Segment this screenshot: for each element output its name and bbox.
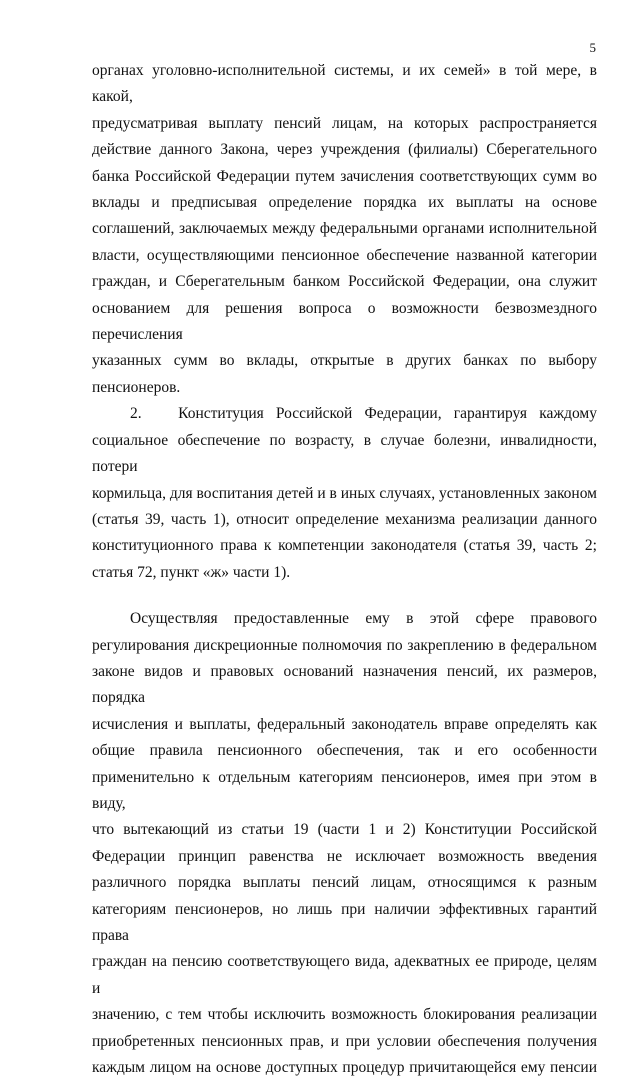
text-line: каждым лицом на основе доступных процедур причитающейся ему пенсии — [92, 1059, 597, 1077]
paragraph-3 — [92, 606, 597, 1081]
text-line: (статья 39, часть 1), относит определение механизма реализации данного — [92, 510, 597, 528]
text-line: органах уголовно-исполнительной системы, и их семей» в той мере, в какой, — [92, 62, 597, 106]
text-line: предусматривая выплату пенсий лицам, на которых распространяется — [92, 114, 597, 132]
text-line: приобретенных пенсионных прав, и при условии обеспечения получения — [92, 1032, 597, 1050]
text-line: действие данного Закона, через учреждения (филиалы) Сберегательного — [92, 141, 597, 159]
text-line: банка Российской Федерации путем зачисления соответствующих сумм во — [92, 167, 597, 185]
paragraph-2 — [92, 401, 597, 586]
text-line: исчисления и выплаты, федеральный законодатель вправе определять как — [92, 715, 597, 733]
text-line: что вытекающий из статьи 19 (части 1 и 2) Конституции Российской — [92, 821, 597, 839]
text-line: граждан, и Сберегательным банком Российской Федерации, она служит — [92, 273, 597, 291]
paragraph-spacer — [92, 586, 597, 606]
paragraph-1 — [92, 58, 597, 401]
text-line: общие правила пенсионного обеспечения, так и его особенности — [92, 742, 597, 760]
text-line: законе видов и правовых оснований назначения пенсий, их размеров, порядка — [92, 662, 597, 707]
text-line: конституционного права к компетенции законодателя (статья 39, часть 2; — [92, 537, 597, 555]
text-line: регулирования дискреционные полномочия по закреплению в федеральном — [92, 636, 597, 654]
text-line: социальное обеспечение по возрасту, в случае болезни, инвалидности, потери — [92, 431, 597, 476]
text-line: различного порядка выплаты пенсий лицам, относящимся к разным — [92, 874, 597, 892]
page-number: 5 — [589, 40, 596, 55]
text-line: значению, с тем чтобы исключить возможность блокирования реализации — [92, 1006, 597, 1024]
text-line: кормильца, для воспитания детей и в иных случаях, установленных законом — [92, 484, 597, 502]
text-line: 2. Конституция Российской Федерации, гарантируя каждому — [130, 405, 597, 423]
text-line: Федерации принцип равенства не исключает возможность введения — [92, 847, 597, 865]
text-line: основанием для решения вопроса о возможности безвозмездного перечисления — [92, 299, 597, 344]
text-line: категориям пенсионеров, но лишь при наличии эффективных гарантий права — [92, 900, 597, 944]
text-line: Осуществляя предоставленные ему в этой сфере правового — [130, 610, 597, 628]
text-line: граждан на пенсию соответствующего вида, адекватных ее природе, целям и — [92, 953, 597, 997]
text-line: вклады и предписывая определение порядка их выплаты на основе — [92, 194, 597, 212]
document-body — [92, 58, 597, 1081]
text-line: применительно к отдельным категориям пенсионеров, имея при этом в виду, — [92, 768, 597, 812]
text-line: власти, осуществляющими пенсионное обеспечение названной категории — [92, 246, 597, 264]
text-line: указанных сумм во вклады, открытые в других банках по выбору пенсионеров. — [92, 352, 597, 396]
text-line: соглашений, заключаемых между федеральными органами исполнительной — [92, 220, 597, 238]
text-line: статья 72, пункт «ж» части 1). — [92, 563, 291, 581]
